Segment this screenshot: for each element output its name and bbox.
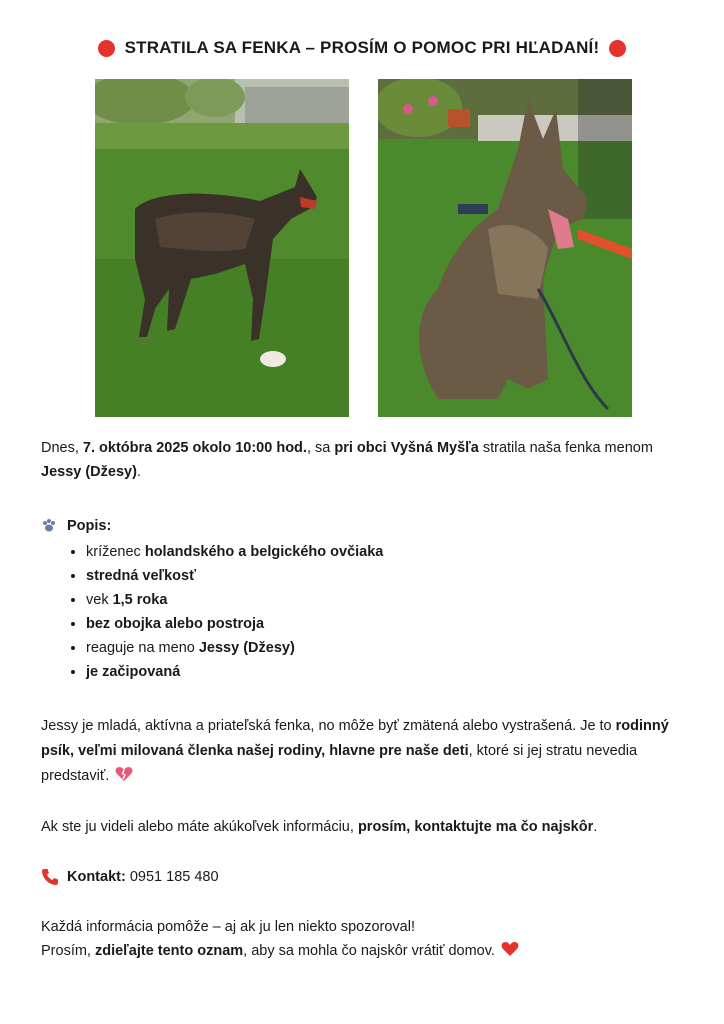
red-heart-icon — [501, 941, 519, 957]
intro-date-time: 7. októbra 2025 okolo 10:00 hod. — [82, 440, 307, 456]
dog-photo-sitting — [378, 79, 632, 417]
intro-text: , sa — [306, 440, 335, 456]
list-item: • vek 1,5 roka — [86, 588, 691, 612]
poster-title — [0, 38, 724, 58]
list-item: • kríženec holandského a belgického ovčiaka — [86, 540, 691, 564]
poster-body — [41, 436, 691, 963]
closing-line-2: Prosím, zdieľajte tento oznam, aby sa mohla čo najskôr vrátiť domov. — [41, 939, 691, 963]
intro-text: Dnes, — [41, 440, 83, 456]
list-item: • stredná veľkosť — [86, 564, 691, 588]
intro-text: . — [136, 464, 141, 480]
description-paragraph: Jessy je mladá, aktívna a priateľská fenka, no môže byť zmätená alebo vystrašená. Je to rodinný psík, veľmi milovaná členka našej rodiny, hlavne pre naše deti, ktoré si jej stratu nevedia predstaviť. — [41, 718, 669, 784]
intro-paragraph — [41, 436, 691, 484]
red-circle-icon — [609, 40, 626, 57]
contact-request-paragraph: Ak ste ju videli alebo máte akúkoľvek informáciu, prosím, kontaktujte ma čo najskôr. — [41, 819, 598, 835]
intro-location: pri obci Vyšná Myšľa — [334, 440, 479, 456]
list-item: • bez obojka alebo postroja — [86, 612, 691, 636]
closing-line-1: Každá informácia pomôže – aj ak ju len niekto spozoroval! — [41, 919, 415, 935]
telephone-receiver-icon — [41, 868, 59, 886]
contact-line — [41, 865, 691, 889]
contact-label: Kontakt: — [67, 869, 126, 885]
intro-dog-name: Jessy (Džesy) — [41, 464, 137, 480]
dog-photo-standing — [95, 79, 349, 417]
red-circle-icon — [98, 40, 115, 57]
popis-heading — [41, 514, 691, 538]
title-text: STRATILA SA FENKA – PROSÍM O POMOC PRI HĽADANÍ! — [124, 38, 600, 57]
intro-text: stratila naša fenka menom — [478, 440, 653, 456]
contact-phone[interactable]: 0951 185 480 — [125, 869, 219, 885]
dog-standing-image — [95, 79, 349, 417]
list-item: • reaguje na meno Jessy (Džesy) — [86, 636, 691, 660]
popis-list — [41, 540, 691, 684]
dog-sitting-image — [378, 79, 632, 417]
popis-label: Popis: — [67, 518, 112, 534]
list-item: • je začipovaná — [86, 660, 691, 684]
paw-prints-icon — [41, 518, 59, 534]
broken-heart-icon — [115, 766, 133, 782]
